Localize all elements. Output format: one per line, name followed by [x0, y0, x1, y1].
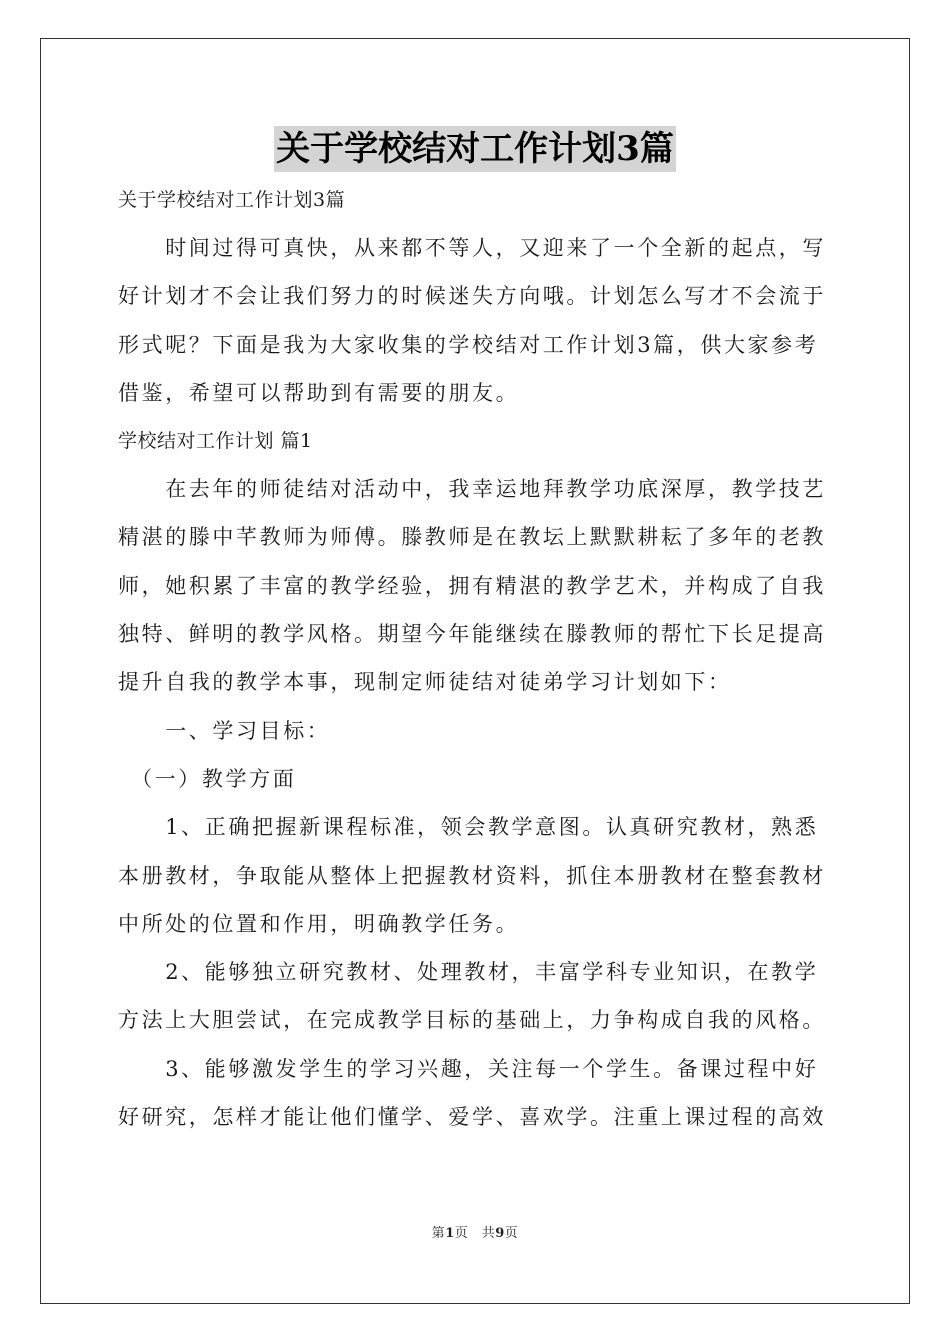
paragraph-line: 方法上大胆尝试，在完成教学目标的基础上，力争构成自我的风格。	[118, 1008, 826, 1033]
paragraph-line: 形式呢？下面是我为大家收集的学校结对工作计划3篇，供大家参考	[118, 332, 819, 357]
paragraph-line: 在去年的师徒结对活动中，我幸运地拜教学功底深厚，教学技艺	[118, 477, 826, 502]
subtitle-line: 关于学校结对工作计划3篇	[118, 189, 346, 211]
subheading-line: 一、学习目标：	[118, 718, 331, 743]
section-heading: 学校结对工作计划 篇1	[118, 430, 313, 453]
document-body	[118, 176, 832, 1141]
paragraph-line: 提升自我的教学本事，现制定师徒结对徒弟学习计划如下：	[118, 670, 732, 695]
footer-page-suffix: 页	[504, 1226, 519, 1241]
paragraph-line: 好计划才不会让我们努力的时候迷失方向哦。计划怎么写才不会流于	[118, 284, 826, 309]
page-footer	[0, 1222, 950, 1241]
footer-page-mid: 页 共	[454, 1226, 496, 1241]
paragraph-line: 师，她积累了丰富的教学经验，拥有精湛的教学艺术，并构成了自我	[118, 573, 826, 598]
title-area	[0, 126, 950, 172]
paragraph-line: 借鉴，希望可以帮助到有需要的朋友。	[118, 380, 520, 405]
paragraph-line: 1、正确把握新课程标准，领会教学意图。认真研究教材，熟悉	[118, 815, 819, 840]
paragraph-line: 本册教材，争取能从整体上把握教材资料，抓住本册教材在整套教材	[118, 863, 826, 888]
subheading-line: （一）教学方面	[118, 766, 297, 791]
footer-page-total: 9	[495, 1226, 505, 1241]
paragraph-line: 3、能够激发学生的学习兴趣，关注每一个学生。备课过程中好	[118, 1056, 819, 1081]
paragraph-line: 中所处的位置和作用，明确教学任务。	[118, 911, 520, 936]
footer-page-current: 1	[445, 1226, 455, 1241]
paragraph-line: 2、能够独立研究教材、处理教材，丰富学科专业知识，在教学	[118, 960, 819, 985]
footer-page-prefix: 第	[431, 1226, 446, 1241]
document-title: 关于学校结对工作计划3篇	[274, 126, 676, 172]
paragraph-line: 好研究，怎样才能让他们懂学、爱学、喜欢学。注重上课过程的高效	[118, 1105, 826, 1130]
paragraph-line: 独特、鲜明的教学风格。期望今年能继续在滕教师的帮忙下长足提高	[118, 622, 826, 647]
paragraph-line: 精湛的滕中芊教师为师傅。滕教师是在教坛上默默耕耘了多年的老教	[118, 525, 826, 550]
paragraph-line: 时间过得可真快，从来都不等人，又迎来了一个全新的起点，写	[118, 236, 826, 260]
